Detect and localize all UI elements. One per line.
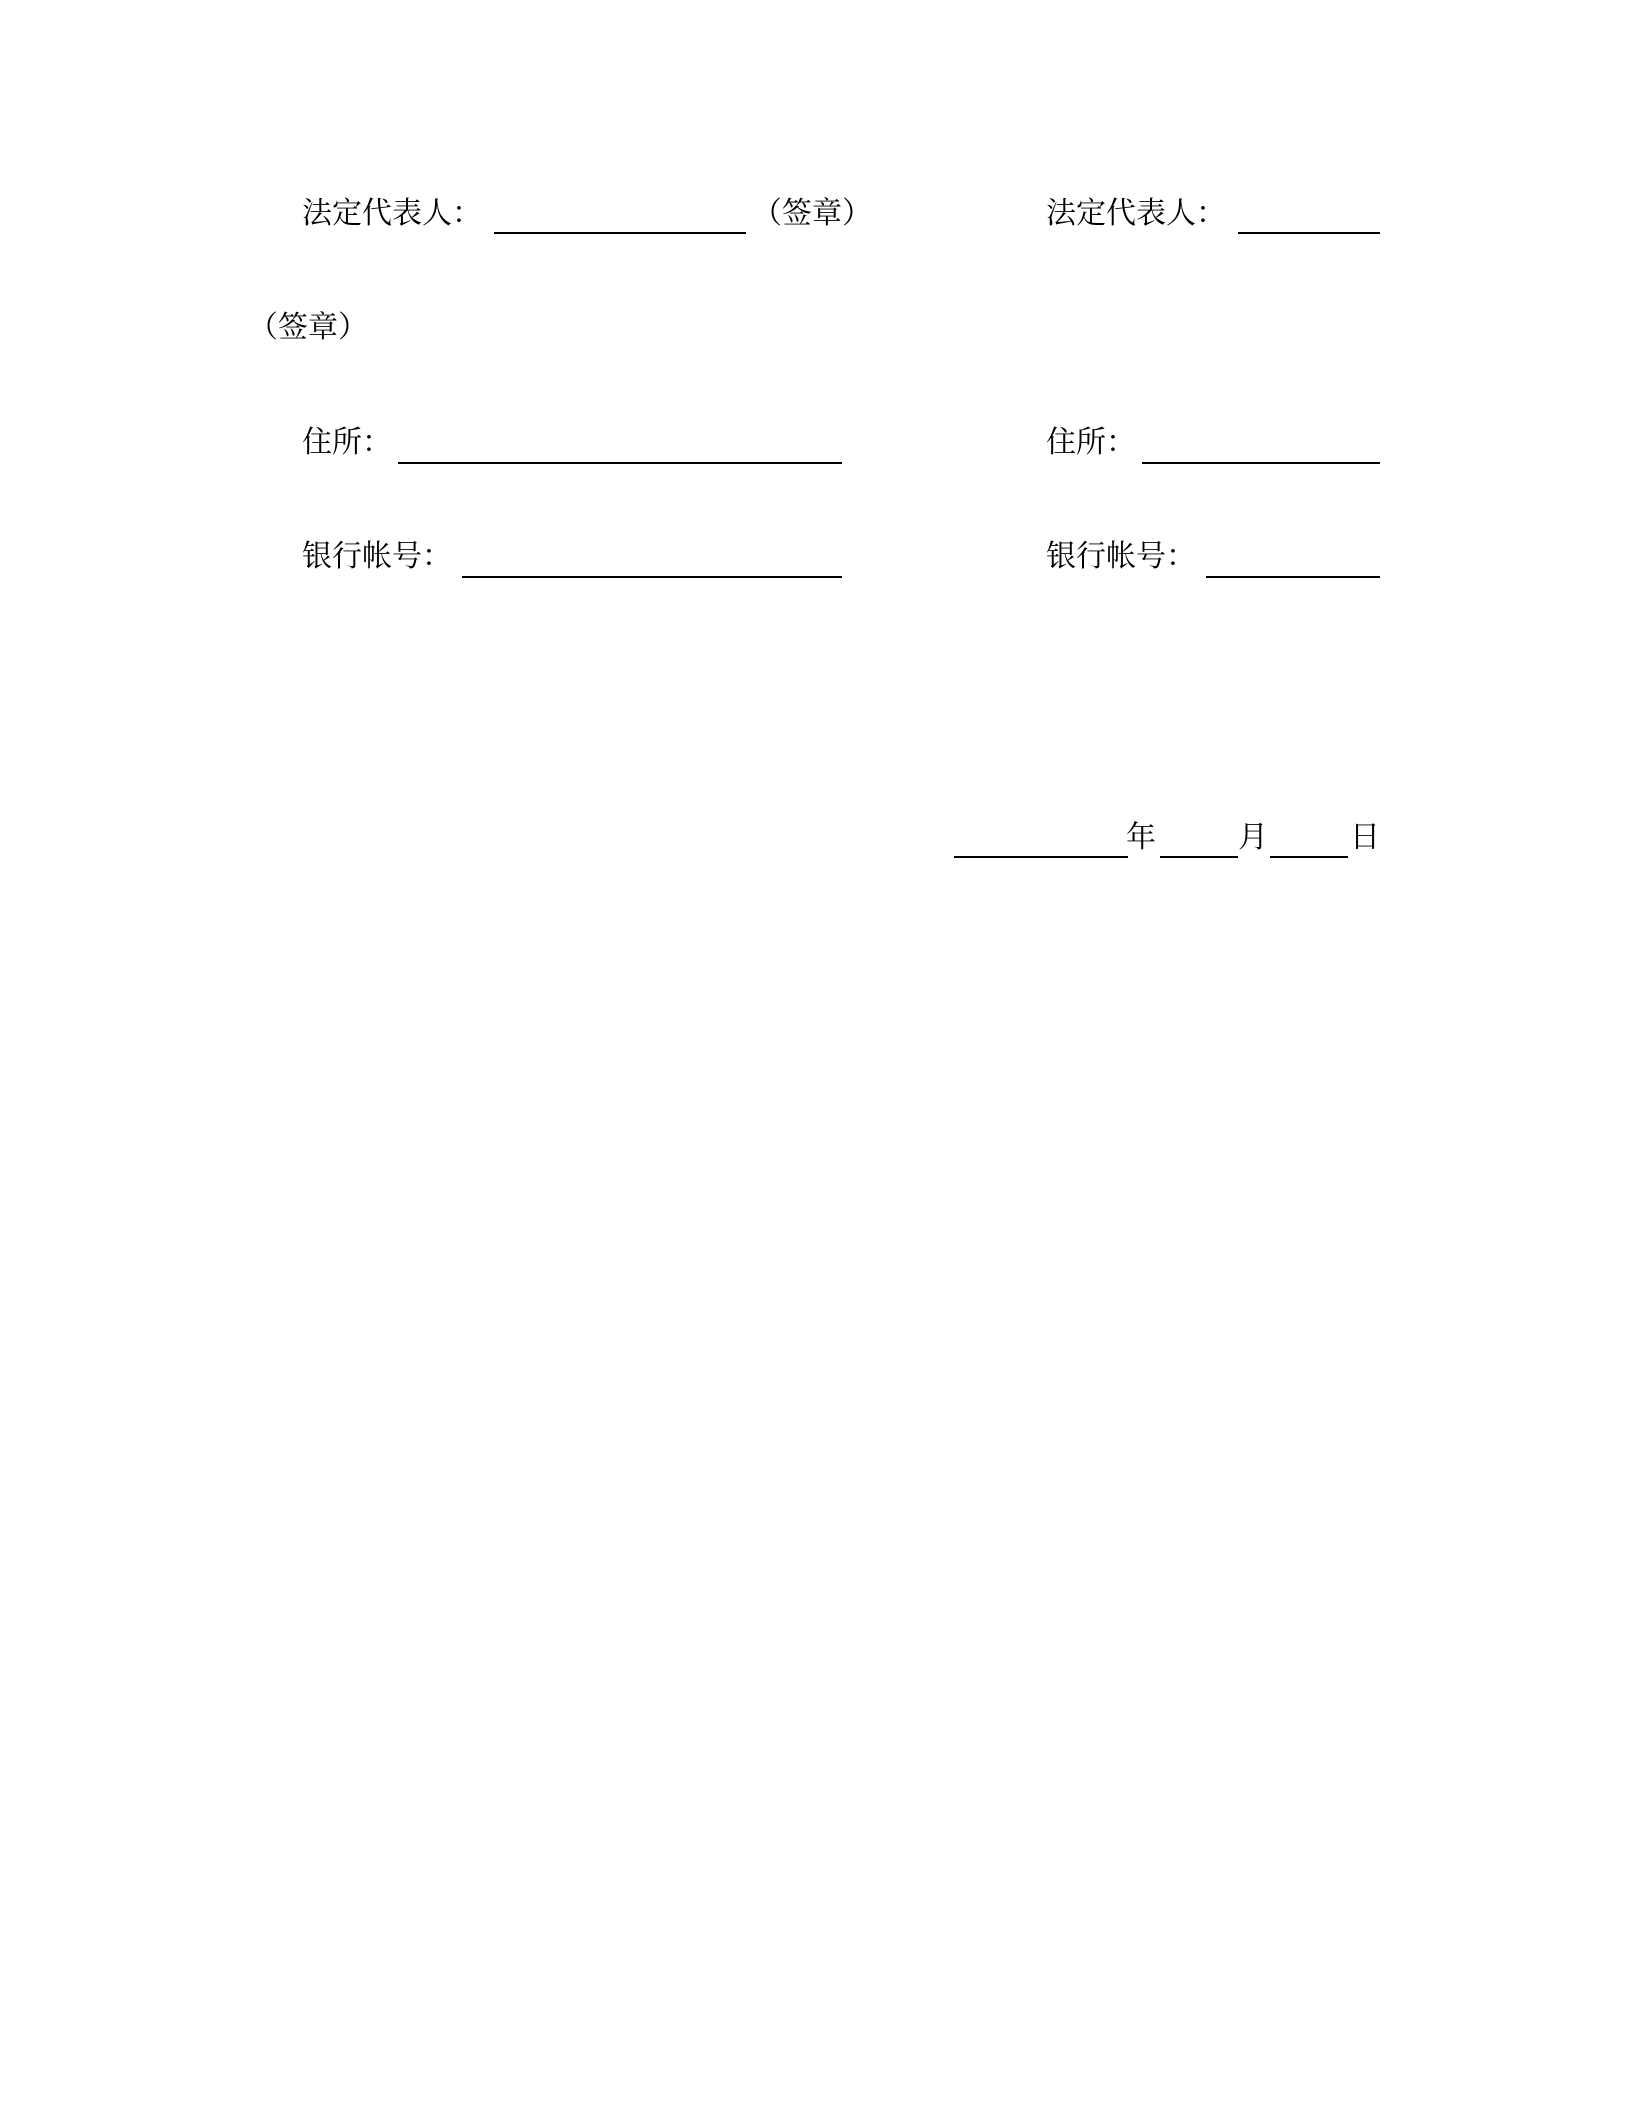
right-seal-label: （签章）: [248, 310, 368, 345]
left-legal-rep-label: 法定代表人：: [302, 196, 482, 231]
left-address-blank[interactable]: [398, 462, 842, 464]
day-label: 日: [1350, 820, 1380, 855]
left-bank-account-label: 银行帐号：: [302, 539, 452, 574]
year-blank[interactable]: [954, 856, 1128, 858]
right-address-blank[interactable]: [1142, 462, 1380, 464]
left-address-label: 住所：: [302, 425, 392, 460]
right-legal-rep-blank[interactable]: [1238, 232, 1380, 234]
left-legal-rep-blank[interactable]: [494, 232, 746, 234]
month-label: 月: [1238, 820, 1268, 855]
day-blank[interactable]: [1270, 856, 1348, 858]
right-bank-account-label: 银行帐号：: [1046, 539, 1196, 574]
right-bank-account-blank[interactable]: [1206, 576, 1380, 578]
right-legal-rep-label: 法定代表人：: [1046, 196, 1226, 231]
month-blank[interactable]: [1160, 856, 1238, 858]
year-label: 年: [1126, 820, 1156, 855]
right-address-label: 住所：: [1046, 425, 1136, 460]
left-seal-label: （签章）: [752, 196, 872, 231]
left-bank-account-blank[interactable]: [462, 576, 842, 578]
